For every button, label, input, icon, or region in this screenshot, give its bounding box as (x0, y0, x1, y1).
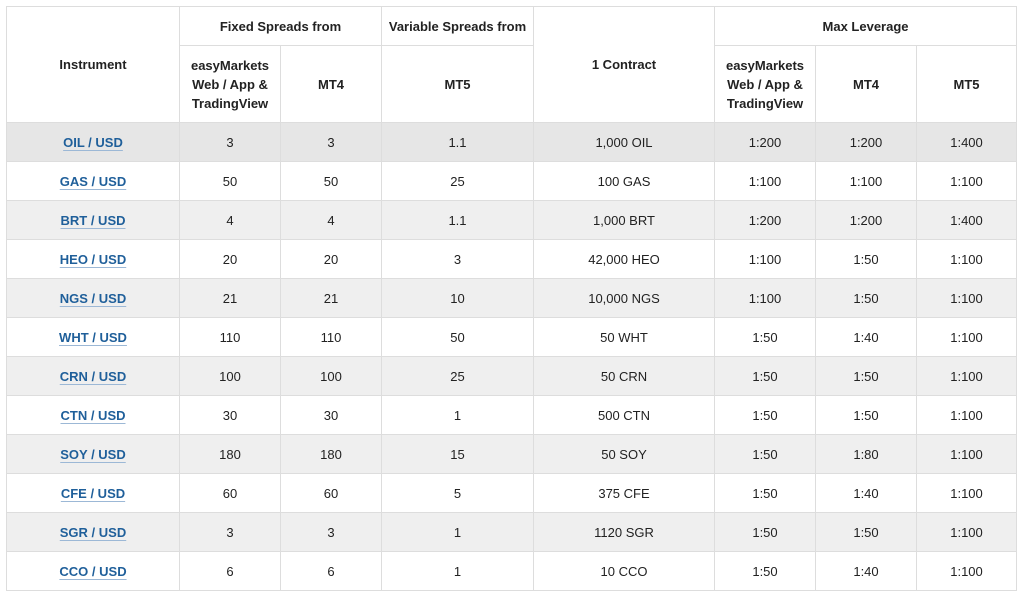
variable-mt5-cell: 1 (382, 513, 534, 552)
variable-mt5-cell: 1.1 (382, 201, 534, 240)
leverage-mt5-cell: 1:100 (917, 552, 1017, 591)
table-row (7, 279, 1017, 318)
leverage-mt5-cell: 1:400 (917, 123, 1017, 162)
header-variable-mt5: MT5 (382, 46, 534, 123)
table-row (7, 552, 1017, 591)
instrument-cell (7, 279, 180, 318)
leverage-web-cell: 1:50 (715, 357, 816, 396)
contract-cell: 50 WHT (534, 318, 715, 357)
instrument-cell (7, 123, 180, 162)
fixed-mt4-cell: 3 (281, 513, 382, 552)
variable-mt5-cell: 3 (382, 240, 534, 279)
fixed-web-cell: 6 (180, 552, 281, 591)
leverage-mt5-cell: 1:100 (917, 318, 1017, 357)
variable-mt5-cell: 25 (382, 162, 534, 201)
fixed-mt4-cell: 180 (281, 435, 382, 474)
fixed-mt4-cell: 6 (281, 552, 382, 591)
leverage-mt4-cell: 1:200 (816, 123, 917, 162)
variable-mt5-cell: 1 (382, 396, 534, 435)
contract-cell: 42,000 HEO (534, 240, 715, 279)
instrument-cell (7, 474, 180, 513)
instrument-cell (7, 162, 180, 201)
leverage-mt4-cell: 1:50 (816, 357, 917, 396)
instrument-link[interactable]: SOY / USD (60, 446, 126, 462)
leverage-mt4-cell: 1:40 (816, 474, 917, 513)
leverage-mt4-cell: 1:80 (816, 435, 917, 474)
fixed-mt4-cell: 30 (281, 396, 382, 435)
fixed-web-cell: 100 (180, 357, 281, 396)
instrument-link[interactable]: CCO / USD (59, 563, 127, 579)
leverage-mt5-cell: 1:400 (917, 201, 1017, 240)
header-leverage-mt5: MT5 (917, 46, 1017, 123)
instrument-link[interactable]: HEO / USD (59, 251, 127, 267)
header-max-leverage: Max Leverage (715, 7, 1017, 46)
table-row (7, 396, 1017, 435)
variable-mt5-cell: 1 (382, 552, 534, 591)
leverage-mt4-cell: 1:40 (816, 552, 917, 591)
table-row (7, 240, 1017, 279)
instrument-link[interactable]: CFE / USD (60, 485, 126, 501)
variable-mt5-cell: 25 (382, 357, 534, 396)
header-contract: 1 Contract (534, 7, 715, 123)
leverage-mt4-cell: 1:50 (816, 513, 917, 552)
leverage-mt4-cell: 1:50 (816, 279, 917, 318)
instrument-cell (7, 240, 180, 279)
leverage-web-cell: 1:50 (715, 435, 816, 474)
leverage-mt5-cell: 1:100 (917, 474, 1017, 513)
leverage-mt5-cell: 1:100 (917, 396, 1017, 435)
instrument-link[interactable]: OIL / USD (63, 134, 123, 150)
leverage-mt4-cell: 1:50 (816, 396, 917, 435)
leverage-mt4-cell: 1:50 (816, 240, 917, 279)
variable-mt5-cell: 1.1 (382, 123, 534, 162)
instrument-link[interactable]: SGR / USD (59, 524, 127, 540)
leverage-web-cell: 1:50 (715, 474, 816, 513)
leverage-mt5-cell: 1:100 (917, 357, 1017, 396)
leverage-mt5-cell: 1:100 (917, 279, 1017, 318)
variable-mt5-cell: 15 (382, 435, 534, 474)
table-row (7, 162, 1017, 201)
header-variable-spreads: Variable Spreads from (382, 7, 534, 46)
contract-cell: 50 SOY (534, 435, 715, 474)
fixed-web-cell: 20 (180, 240, 281, 279)
fixed-mt4-cell: 50 (281, 162, 382, 201)
header-leverage-mt4: MT4 (816, 46, 917, 123)
variable-mt5-cell: 5 (382, 474, 534, 513)
fixed-web-cell: 21 (180, 279, 281, 318)
instrument-link[interactable]: BRT / USD (60, 212, 126, 228)
leverage-mt5-cell: 1:100 (917, 513, 1017, 552)
leverage-web-cell: 1:50 (715, 318, 816, 357)
contract-cell: 375 CFE (534, 474, 715, 513)
contract-cell: 1120 SGR (534, 513, 715, 552)
instrument-link[interactable]: GAS / USD (59, 173, 127, 189)
leverage-web-cell: 1:50 (715, 552, 816, 591)
fixed-mt4-cell: 21 (281, 279, 382, 318)
contract-cell: 500 CTN (534, 396, 715, 435)
header-leverage-web: easyMarkets Web / App & TradingView (715, 46, 816, 123)
fixed-mt4-cell: 100 (281, 357, 382, 396)
leverage-web-cell: 1:200 (715, 201, 816, 240)
table-body (7, 123, 1017, 591)
spreads-table-container (6, 6, 1016, 591)
table-row (7, 474, 1017, 513)
leverage-mt4-cell: 1:40 (816, 318, 917, 357)
fixed-web-cell: 50 (180, 162, 281, 201)
fixed-mt4-cell: 60 (281, 474, 382, 513)
leverage-mt5-cell: 1:100 (917, 162, 1017, 201)
contract-cell: 1,000 OIL (534, 123, 715, 162)
instrument-cell (7, 552, 180, 591)
table-row (7, 201, 1017, 240)
leverage-mt5-cell: 1:100 (917, 240, 1017, 279)
instrument-cell (7, 357, 180, 396)
table-row (7, 357, 1017, 396)
fixed-web-cell: 60 (180, 474, 281, 513)
instrument-link[interactable]: CTN / USD (60, 407, 126, 423)
fixed-mt4-cell: 4 (281, 201, 382, 240)
fixed-web-cell: 110 (180, 318, 281, 357)
table-row (7, 435, 1017, 474)
header-fixed-web: easyMarkets Web / App & TradingView (180, 46, 281, 123)
table-row (7, 513, 1017, 552)
header-instrument: Instrument (7, 7, 180, 123)
variable-mt5-cell: 50 (382, 318, 534, 357)
leverage-web-cell: 1:50 (715, 513, 816, 552)
contract-cell: 10 CCO (534, 552, 715, 591)
instrument-cell (7, 201, 180, 240)
leverage-web-cell: 1:200 (715, 123, 816, 162)
fixed-web-cell: 3 (180, 513, 281, 552)
leverage-mt4-cell: 1:200 (816, 201, 917, 240)
instrument-cell (7, 396, 180, 435)
instrument-link[interactable]: NGS / USD (59, 290, 127, 306)
fixed-web-cell: 30 (180, 396, 281, 435)
variable-mt5-cell: 10 (382, 279, 534, 318)
leverage-mt4-cell: 1:100 (816, 162, 917, 201)
leverage-web-cell: 1:100 (715, 240, 816, 279)
leverage-web-cell: 1:100 (715, 162, 816, 201)
spreads-table (6, 6, 1017, 591)
contract-cell: 10,000 NGS (534, 279, 715, 318)
instrument-link[interactable]: CRN / USD (59, 368, 127, 384)
contract-cell: 100 GAS (534, 162, 715, 201)
instrument-cell (7, 318, 180, 357)
fixed-web-cell: 3 (180, 123, 281, 162)
fixed-mt4-cell: 20 (281, 240, 382, 279)
fixed-web-cell: 180 (180, 435, 281, 474)
table-row (7, 123, 1017, 162)
instrument-link[interactable]: WHT / USD (59, 329, 127, 345)
fixed-mt4-cell: 110 (281, 318, 382, 357)
contract-cell: 50 CRN (534, 357, 715, 396)
header-fixed-mt4: MT4 (281, 46, 382, 123)
header-fixed-spreads: Fixed Spreads from (180, 7, 382, 46)
instrument-cell (7, 435, 180, 474)
leverage-web-cell: 1:50 (715, 396, 816, 435)
fixed-web-cell: 4 (180, 201, 281, 240)
leverage-mt5-cell: 1:100 (917, 435, 1017, 474)
leverage-web-cell: 1:100 (715, 279, 816, 318)
fixed-mt4-cell: 3 (281, 123, 382, 162)
contract-cell: 1,000 BRT (534, 201, 715, 240)
instrument-cell (7, 513, 180, 552)
table-row (7, 318, 1017, 357)
